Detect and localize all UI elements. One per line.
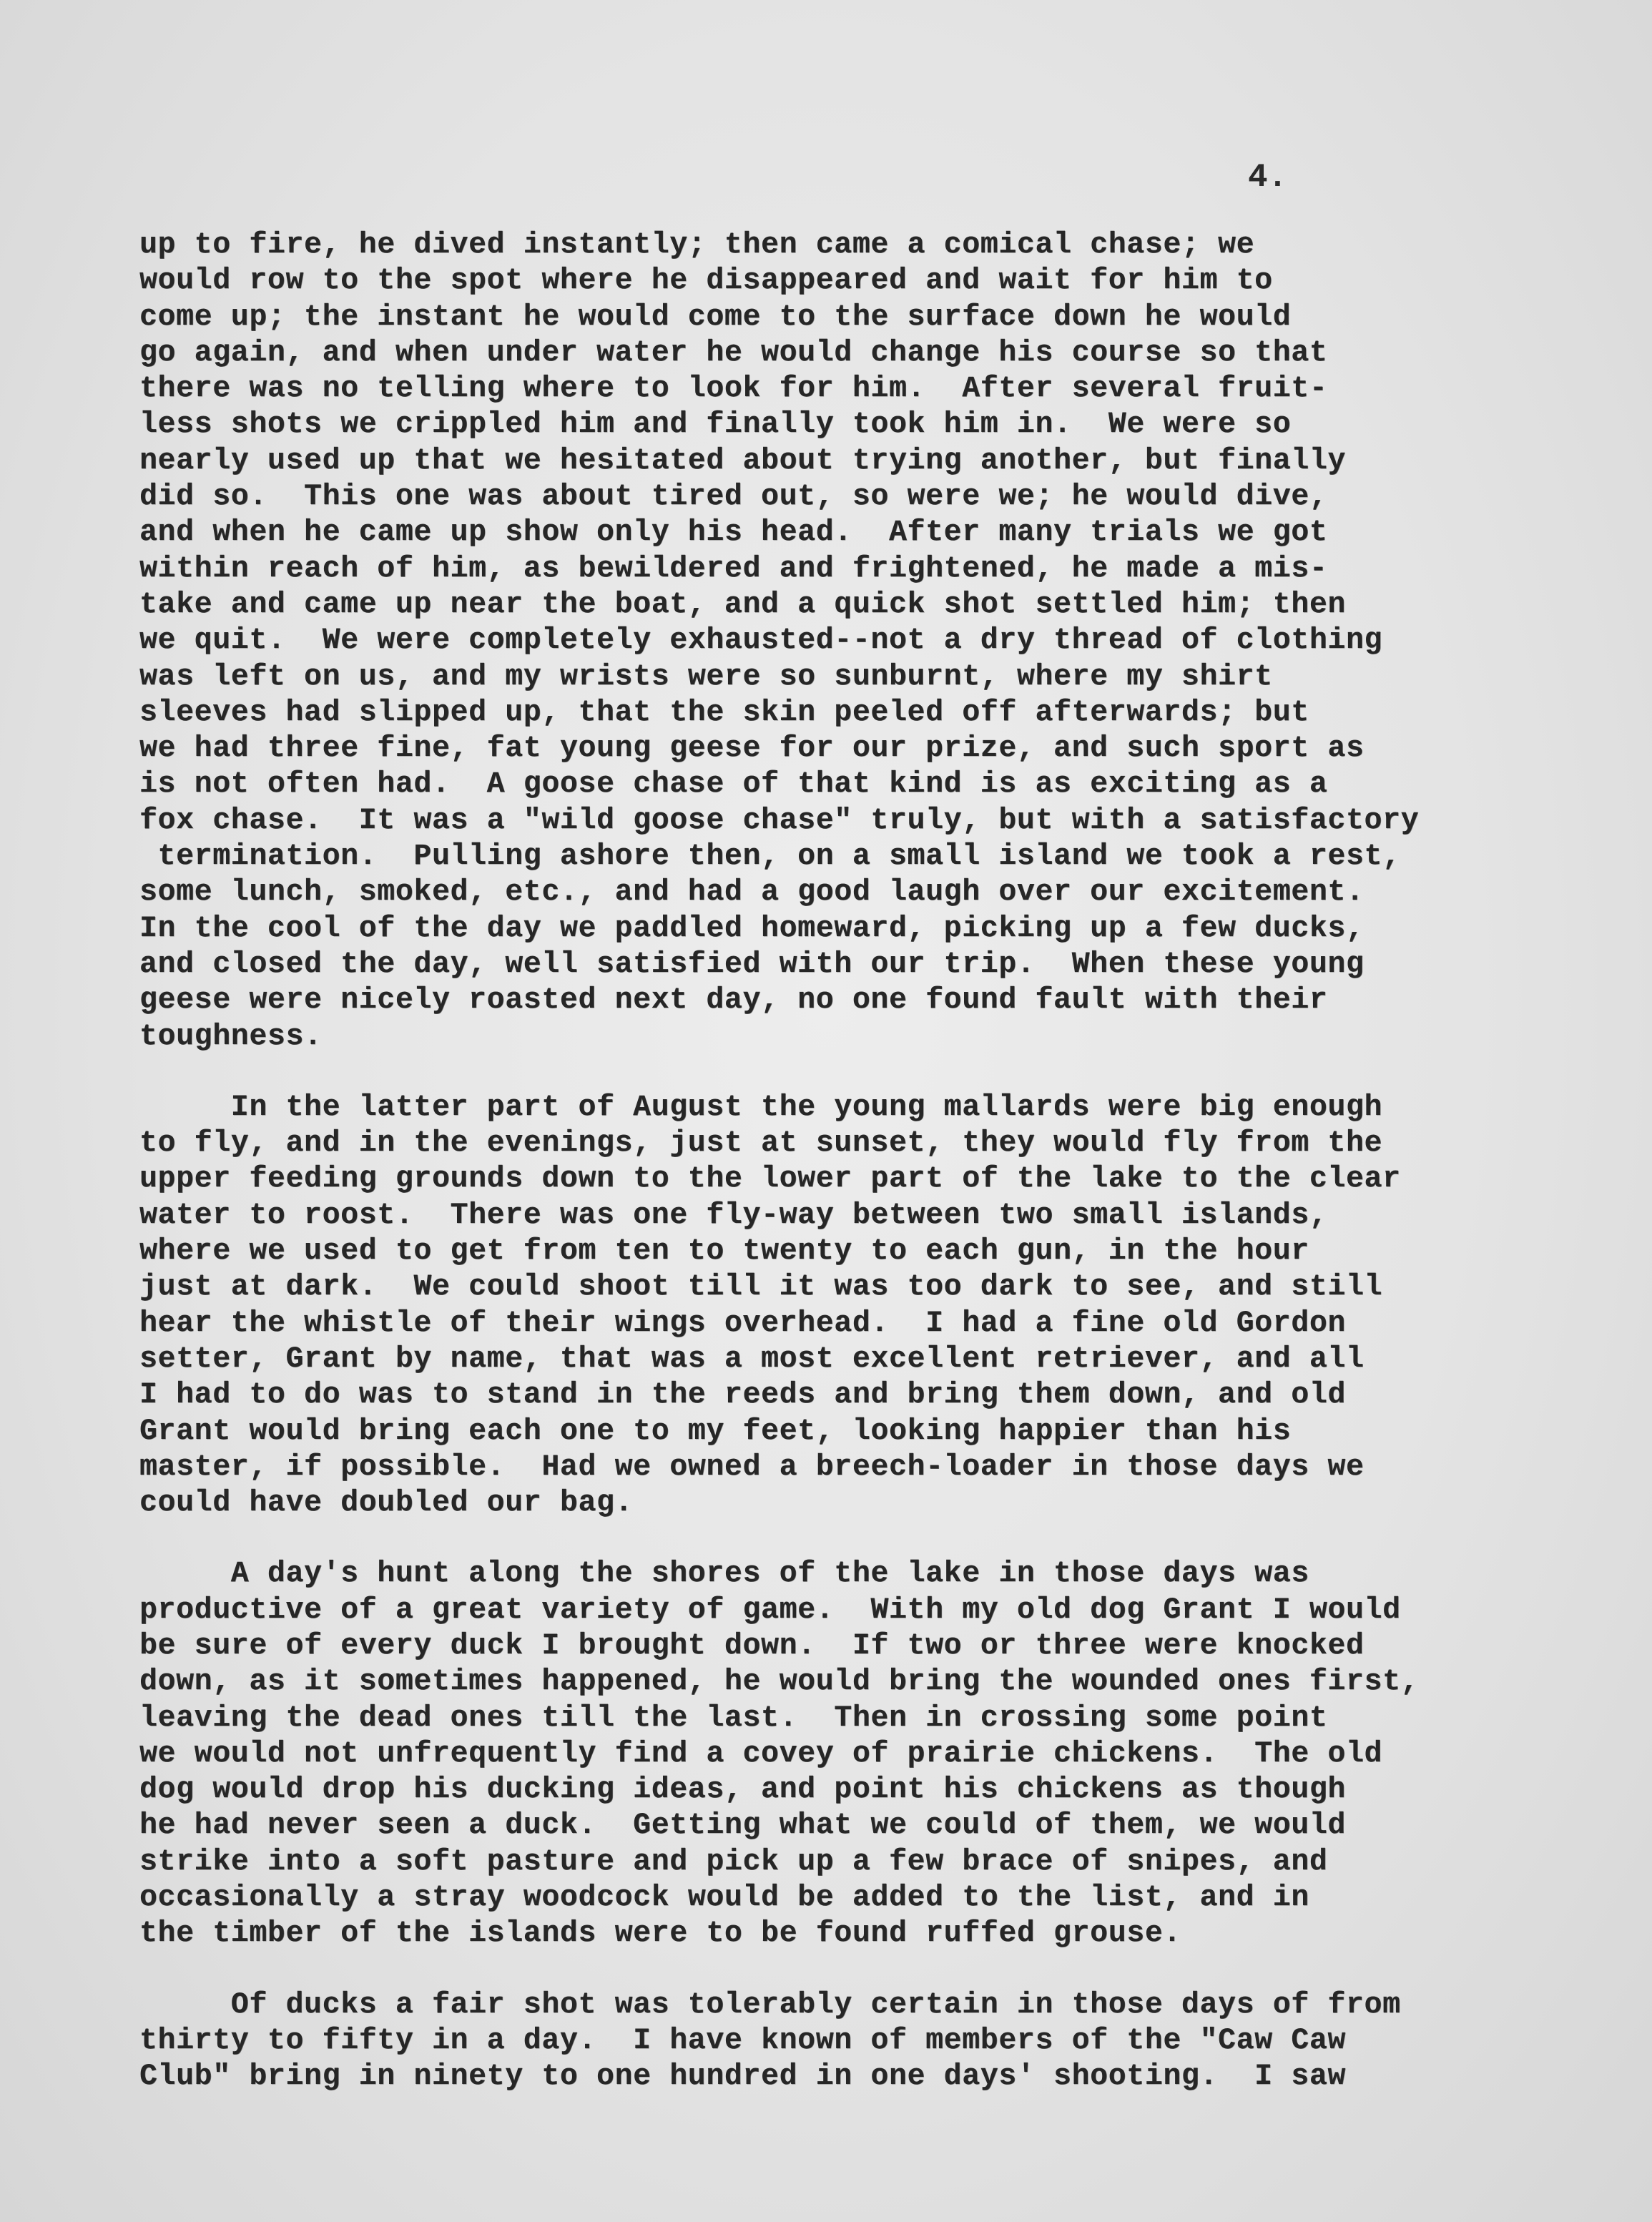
text-line: fox chase. It was a "wild goose chase" truly, but with a satisfactory [139, 803, 1420, 837]
text-line: master, if possible. Had we owned a breech-loader in those days we [139, 1450, 1365, 1484]
text-line: Club" bring in ninety to one hundred in one days' shooting. I saw [139, 2060, 1346, 2094]
paragraph [139, 227, 1627, 1055]
text-line: some lunch, smoked, etc., and had a good laugh over our excitement. [139, 875, 1365, 910]
paragraph-gap [139, 1952, 1627, 1987]
page-number: 4. [1248, 159, 1288, 196]
text-line: In the latter part of August the young mallards were big enough [139, 1090, 1383, 1124]
text-line: just at dark. We could shoot till it was too dark to see, and still [139, 1270, 1383, 1304]
text-line: dog would drop his ducking ideas, and point his chickens as though [139, 1773, 1346, 1807]
paragraph-gap [139, 1521, 1627, 1556]
text-line: Grant would bring each one to my feet, looking happier than his [139, 1414, 1292, 1448]
text-line: toughness. [139, 1019, 323, 1053]
paragraph [139, 1556, 1627, 1952]
text-line: upper feeding grounds down to the lower part of the lake to the clear [139, 1162, 1401, 1196]
text-line: and closed the day, well satisfied with our trip. When these young [139, 947, 1365, 981]
text-line: occasionally a stray woodcock would be added to the list, and in [139, 1881, 1309, 1915]
text-line: would row to the spot where he disappeared and wait for him to [139, 264, 1273, 298]
text-line: was left on us, and my wrists were so sunburnt, where my shirt [139, 659, 1273, 694]
text-line: within reach of him, as bewildered and frightened, he made a mis- [139, 551, 1328, 586]
text-line: hear the whistle of their wings overhead. I had a fine old Gordon [139, 1306, 1346, 1340]
text-line: where we used to get from ten to twenty to each gun, in the hour [139, 1234, 1309, 1269]
paragraph [139, 1090, 1627, 1522]
text-line: Of ducks a fair shot was tolerably certain in those days of from [139, 1987, 1401, 2022]
text-line: we had three fine, fat young geese for our prize, and such sport as [139, 732, 1365, 766]
text-line: strike into a soft pasture and pick up a few brace of snipes, and [139, 1844, 1328, 1879]
text-line: come up; the instant he would come to the surface down he would [139, 300, 1292, 334]
text-line: termination. Pulling ashore then, on a small island we took a rest, [139, 840, 1401, 874]
text-line: productive of a great variety of game. With my old dog Grant I would [139, 1593, 1401, 1627]
text-line: setter, Grant by name, that was a most excellent retriever, and all [139, 1342, 1365, 1376]
text-line: take and came up near the boat, and a quick shot settled him; then [139, 587, 1346, 621]
text-line: he had never seen a duck. Getting what we could of them, we would [139, 1809, 1346, 1843]
text-line: water to roost. There was one fly-way between two small islands, [139, 1198, 1328, 1232]
text-line: there was no telling where to look for him. After several fruit- [139, 372, 1328, 406]
text-line: we quit. We were completely exhausted--not a dry thread of clothing [139, 624, 1383, 658]
text-line: sleeves had slipped up, that the skin peeled off afterwards; but [139, 695, 1309, 729]
text-line: we would not unfrequently find a covey of prairie chickens. The old [139, 1736, 1383, 1771]
text-line: geese were nicely roasted next day, no one found fault with their [139, 983, 1328, 1018]
document-body [139, 227, 1627, 2095]
text-line: is not often had. A goose chase of that kind is as exciting as a [139, 767, 1328, 802]
text-line: less shots we crippled him and finally took him in. We were so [139, 408, 1292, 442]
text-line: thirty to fifty in a day. I have known of members of the "Caw Caw [139, 2023, 1346, 2058]
text-line: to fly, and in the evenings, just at sunset, they would fly from the [139, 1126, 1383, 1161]
text-line: down, as it sometimes happened, he would bring the wounded ones first, [139, 1665, 1420, 1699]
text-line: go again, and when under water he would change his course so that [139, 335, 1328, 370]
text-line: could have doubled our bag. [139, 1486, 634, 1520]
text-line: and when he came up show only his head. After many trials we got [139, 516, 1328, 550]
text-line: leaving the dead ones till the last. Then in crossing some point [139, 1701, 1328, 1735]
text-line: up to fire, he dived instantly; then came a comical chase; we [139, 228, 1255, 262]
paragraph [139, 1987, 1627, 2095]
text-line: be sure of every duck I brought down. If two or three were knocked [139, 1628, 1365, 1663]
text-line: nearly used up that we hesitated about trying another, but finally [139, 443, 1346, 478]
text-line: In the cool of the day we paddled homeward, picking up a few ducks, [139, 911, 1365, 945]
text-line: I had to do was to stand in the reeds and bring them down, and old [139, 1378, 1346, 1412]
paragraph-gap [139, 1055, 1627, 1090]
text-line: did so. This one was about tired out, so were we; he would dive, [139, 480, 1328, 514]
text-line: A day's hunt along the shores of the lake in those days was [139, 1557, 1309, 1591]
text-line: the timber of the islands were to be found ruffed grouse. [139, 1917, 1181, 1951]
